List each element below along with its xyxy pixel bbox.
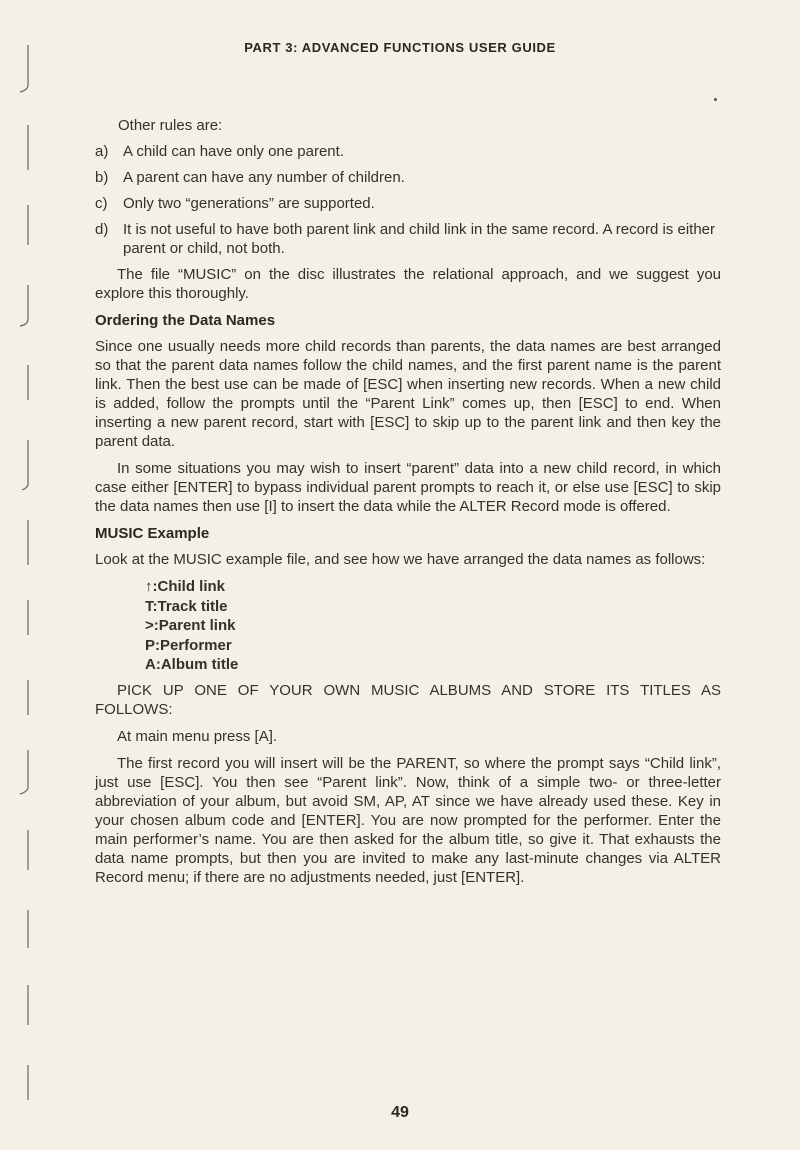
binding-holes — [0, 30, 40, 1110]
data-name-item: ↑:Child link — [145, 578, 225, 595]
data-name-item: >:Parent link — [145, 617, 236, 634]
ordering-paragraph-1: Since one usually needs more child records than parents, the data names are best arranged so that the parent data names follow the child names, and the first parent name is the parent link. Then the best use can be made of [ESC] when inserting new records. When a new child is added, follow the prompts until the “Parent Link” comes up, then [ESC] to end. When inserting a new parent record, start with [ESC] to skip up to the parent link and then key the parent data. — [95, 338, 721, 450]
print-speck — [714, 98, 717, 101]
data-name-item: P:Performer — [145, 636, 232, 654]
music-paragraph: The file “MUSIC” on the disc illustrates the relational approach, and we suggest you explore this thoroughly. — [95, 266, 721, 302]
ordering-heading: Ordering the Data Names — [95, 312, 276, 329]
page-content — [95, 116, 721, 895]
menu-paragraph: At main menu press [A]. — [117, 727, 278, 745]
data-name-item: T:Track title — [145, 597, 228, 615]
data-name-item: A:Album title — [145, 656, 239, 673]
pick-paragraph: PICK UP ONE OF YOUR OWN MUSIC ALBUMS AND STORE ITS TITLES AS FOLLOWS: — [95, 681, 721, 718]
final-paragraph: The first record you will insert will be the PARENT, so where the prompt says “Child link”, just use [ESC]. You then see “Parent link”. Now, think of a simple two- or three-letter abbreviation of your album, but avoid SM, AP, AT since we have already used these. Key in your chosen album code and [ENTER]. You are now prompted for the performer. Enter the main performer’s name. You are then asked for the album title, so give it. That exhausts the data name prompts, but then you are invited to make any last-minute changes via ALTER Record menu; if there are no adjustments needed, just [ENTER]. — [95, 754, 721, 886]
rule-item — [95, 142, 721, 161]
rules-intro: Other rules are: — [118, 117, 223, 134]
example-paragraph: Look at the MUSIC example file, and see how we have arranged the data names as follows: — [95, 551, 706, 568]
rule-letter: b) — [95, 169, 109, 186]
data-names-list — [145, 577, 721, 675]
rule-letter: c) — [95, 195, 108, 212]
rule-letter: d) — [95, 221, 109, 238]
page-header: PART 3: ADVANCED FUNCTIONS USER GUIDE — [244, 40, 556, 55]
example-heading: MUSIC Example — [95, 525, 210, 542]
rule-text: Only two “generations” are supported. — [123, 195, 375, 212]
rule-item — [95, 220, 721, 258]
rule-item — [95, 168, 721, 187]
rule-text: A child can have only one parent. — [123, 143, 344, 160]
rule-letter: a) — [95, 143, 109, 160]
rule-text: A parent can have any number of children. — [123, 169, 405, 186]
rule-item — [95, 194, 721, 213]
page-number: 49 — [391, 1104, 409, 1121]
ordering-paragraph-2: In some situations you may wish to insert “parent” data into a new child record, in which case either [ENTER] to bypass individual parent prompts to reach it, or else use [ESC] to skip the data names then use [I] to insert the data while the ALTER Record mode is offered. — [95, 460, 721, 515]
rule-text: It is not useful to have both parent link and child link in the same record. A record is either parent or child, not both. — [123, 221, 715, 257]
